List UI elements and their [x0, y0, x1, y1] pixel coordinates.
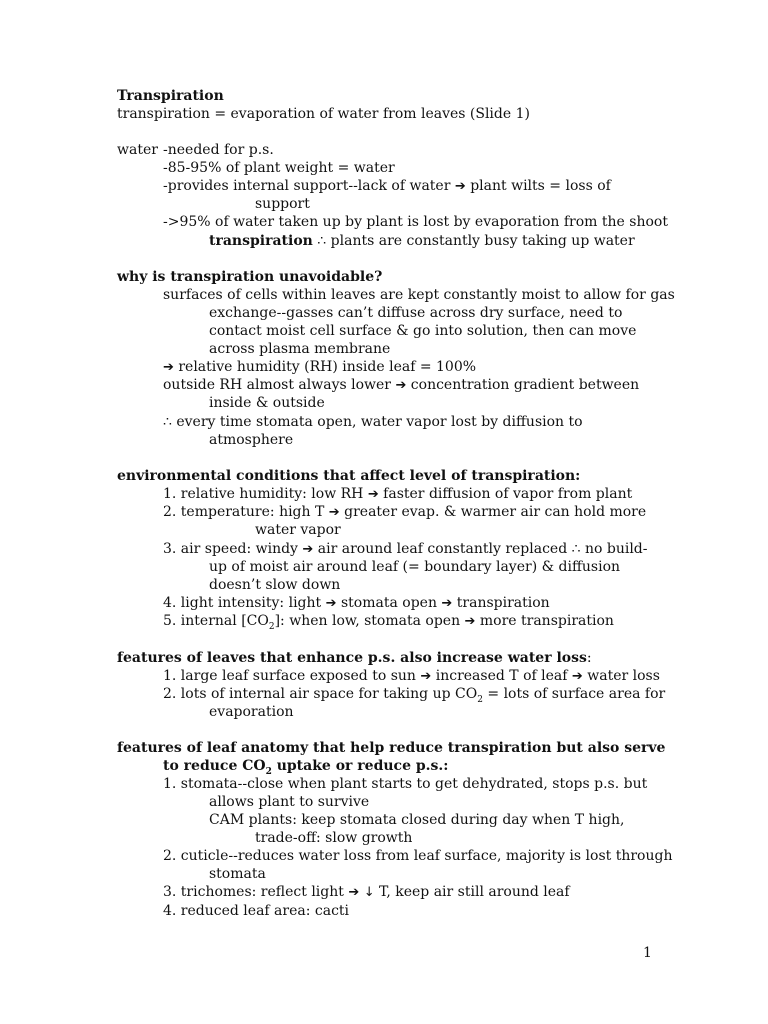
page-number: 1 — [643, 945, 652, 961]
features-item-2-cont: evaporation — [209, 704, 294, 720]
env-item-4: 4. light intensity: light ➔ stomata open ➔ transpiration — [163, 595, 550, 611]
water-label: water — [117, 142, 158, 158]
features-item-1: 1. large leaf surface exposed to sun ➔ increased T of leaf ➔ water loss — [163, 668, 660, 684]
arrow-icon: ➔ — [571, 669, 583, 684]
arrow-icon: ➔ — [367, 487, 379, 502]
why-line-3: contact moist cell surface & go into solution, then can move — [209, 323, 637, 339]
arrow-icon: ➔ — [325, 596, 337, 611]
env-item-3-cont-1: up of moist air around leaf (= boundary layer) & diffusion — [209, 559, 621, 575]
anatomy-item-3: 3. trichomes: reflect light ➔ ↓ T, keep air still around leaf — [163, 884, 570, 900]
why-heading: why is transpiration unavoidable? — [117, 269, 383, 285]
page-title: Transpiration — [117, 88, 224, 104]
anatomy-heading-1: features of leaf anatomy that help reduce transpiration but also serve — [117, 740, 666, 756]
water-line-5: ->95% of water taken up by plant is lost by evaporation from the shoot — [163, 214, 668, 230]
anatomy-item-1: 1. stomata--close when plant starts to get dehydrated, stops p.s. but — [163, 776, 648, 792]
env-item-3-cont-2: doesn’t slow down — [209, 577, 341, 593]
why-line-7: inside & outside — [209, 395, 325, 411]
intro-line: transpiration = evaporation of water from leaves (Slide 1) — [117, 106, 530, 122]
water-line-6: transpiration ∴ plants are constantly busy taking up water — [209, 233, 635, 249]
env-item-2-cont: water vapor — [255, 522, 341, 538]
features-item-2: 2. lots of internal air space for taking up $CO_2$ = lots of surface area for — [163, 686, 666, 705]
env-item-3: 3. air speed: windy ➔ air around leaf constantly replaced ∴ no build- — [163, 541, 648, 557]
arrow-icon: ➔ — [420, 669, 432, 684]
anatomy-item-2-cont: stomata — [209, 866, 266, 882]
arrow-icon: ➔ — [328, 505, 340, 520]
anatomy-item-1-cont-3: trade-off: slow growth — [255, 830, 413, 846]
arrow-icon: ➔ — [395, 378, 407, 393]
arrow-icon: ➔ — [454, 179, 466, 194]
why-line-1: surfaces of cells within leaves are kept constantly moist to allow for gas — [163, 287, 675, 303]
env-item-5: 5. internal $[CO_2]$: when low, stomata open ➔ more transpiration — [163, 613, 614, 632]
anatomy-item-2: 2. cuticle--reduces water loss from leaf surface, majority is lost through — [163, 848, 673, 864]
arrow-icon: ➔ — [441, 596, 453, 611]
why-line-5: ➔ relative humidity (RH) inside leaf = 100% — [163, 359, 477, 375]
down-arrow-icon: ↓ — [363, 885, 375, 900]
water-line-4: support — [255, 196, 310, 212]
water-line-3: -provides internal support--lack of water ➔ plant wilts = loss of — [163, 178, 611, 194]
arrow-icon: ➔ — [163, 360, 174, 375]
anatomy-item-1-cont-1: allows plant to survive — [209, 794, 370, 810]
arrow-icon: ➔ — [464, 614, 476, 629]
why-line-6: outside RH almost always lower ➔ concentration gradient between — [163, 377, 640, 393]
why-line-2: exchange--gasses can’t diffuse across dry surface, need to — [209, 305, 623, 321]
anatomy-item-1-cont-2: CAM plants: keep stomata closed during day when T high, — [209, 812, 625, 828]
env-heading: environmental conditions that affect level of transpiration: — [117, 468, 581, 484]
water-line-1: -needed for p.s. — [163, 142, 274, 158]
env-item-1: 1. relative humidity: low RH ➔ faster diffusion of vapor from plant — [163, 486, 633, 502]
arrow-icon: ➔ — [302, 542, 314, 557]
arrow-icon: ➔ — [348, 885, 360, 900]
anatomy-item-4: 4. reduced leaf area: cacti — [163, 903, 350, 919]
why-line-4: across plasma membrane — [209, 341, 391, 357]
water-line-2: -85-95% of plant weight = water — [163, 160, 395, 176]
anatomy-heading-2: to reduce $CO_2$ uptake or reduce p.s.: — [163, 758, 449, 777]
features-heading: features of leaves that enhance p.s. also increase water loss: — [117, 650, 592, 666]
why-line-9: atmosphere — [209, 432, 294, 448]
why-line-8: ∴ every time stomata open, water vapor lost by diffusion to — [163, 414, 583, 430]
env-item-2: 2. temperature: high T ➔ greater evap. & warmer air can hold more — [163, 504, 647, 520]
